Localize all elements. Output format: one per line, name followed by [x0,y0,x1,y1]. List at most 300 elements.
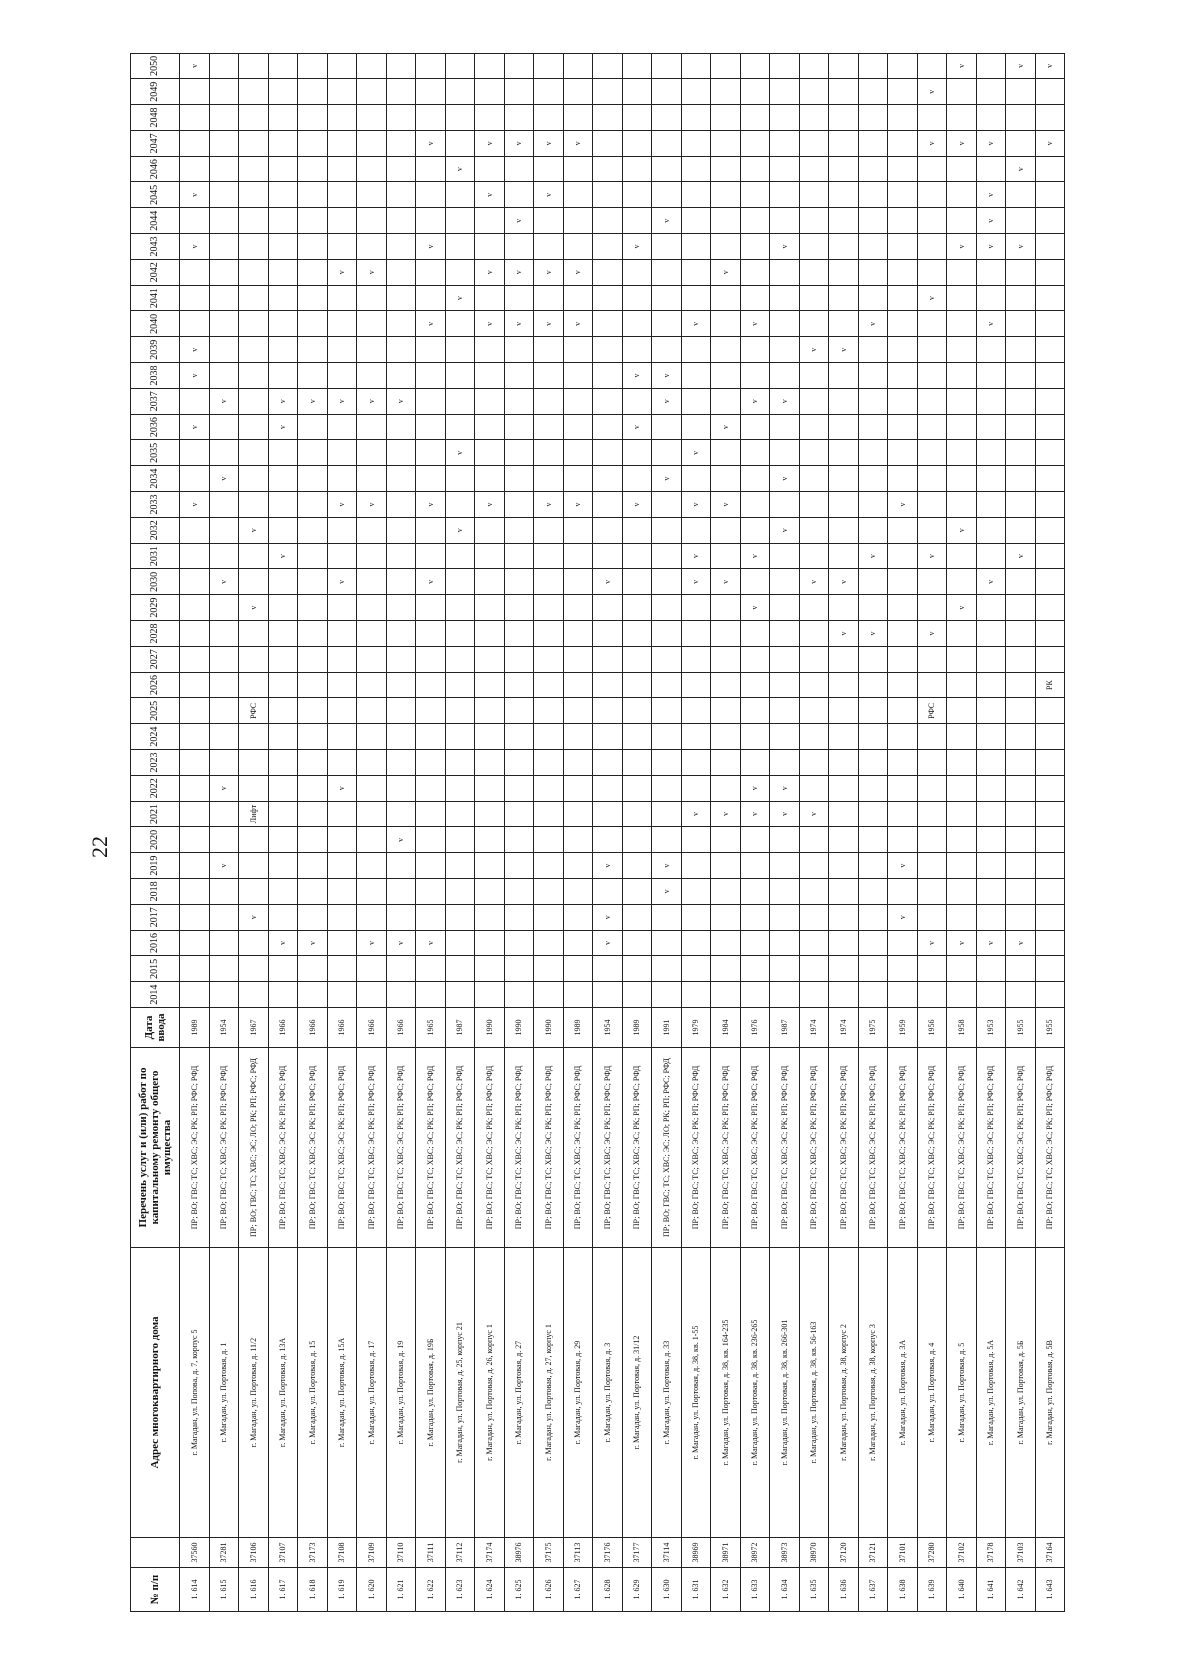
row-year-cell [652,414,682,440]
row-year-cell [799,982,829,1008]
row-year-cell [622,956,652,982]
row-year-cell [386,853,416,879]
row-year-cell: v [593,569,623,595]
row-year-cell [357,595,387,621]
row-year-cell [858,930,888,956]
row-year-cell [327,879,357,905]
row-year-cell [917,956,947,982]
row-commission-date: 1989 [180,1008,210,1048]
row-year-cell [475,79,505,105]
row-year-cell [917,440,947,466]
row-year-cell: v [357,930,387,956]
row-year-cell [1006,311,1036,337]
row-year-cell [1006,595,1036,621]
row-year-cell [239,750,269,776]
row-year-cell: v [268,930,298,956]
row-year-cell [740,853,770,879]
row-year-cell [209,543,239,569]
row-year-cell [327,517,357,543]
row-year-cell [829,879,859,905]
header-year: 2041 [131,285,180,311]
row-year-cell [770,414,800,440]
row-year-cell [209,79,239,105]
row-year-cell [681,337,711,363]
row-year-cell [681,698,711,724]
row-year-cell: v [563,259,593,285]
row-year-cell [180,466,210,492]
row-year-cell [622,388,652,414]
row-year-cell [1006,801,1036,827]
row-year-cell [563,904,593,930]
row-year-cell [711,646,741,672]
row-year-cell [858,698,888,724]
row-year-cell [1035,724,1065,750]
row-year-cell [327,904,357,930]
row-year-cell: v [445,440,475,466]
row-year-cell [1035,492,1065,518]
row-year-cell [652,311,682,337]
row-year-cell [298,363,328,389]
row-year-cell [770,182,800,208]
row-year-cell [298,827,328,853]
row-year-cell [534,440,564,466]
header-year: 2044 [131,208,180,234]
row-year-cell [534,827,564,853]
row-year-cell [239,492,269,518]
row-year-cell [829,801,859,827]
row-year-cell: v [976,930,1006,956]
row-year-cell: v [268,388,298,414]
row-year-cell [563,517,593,543]
row-number: 1. 637 [858,1568,888,1612]
row-year-cell [799,234,829,260]
row-year-cell [268,698,298,724]
row-year-cell [563,569,593,595]
row-year-cell [534,105,564,131]
row-year-cell [652,337,682,363]
row-year-cell [239,440,269,466]
row-year-cell [593,182,623,208]
row-year-cell: Лифт [239,801,269,827]
row-year-cell [504,543,534,569]
row-year-cell [681,259,711,285]
row-number: 1. 634 [770,1568,800,1612]
row-year-cell [976,956,1006,982]
row-year-cell [180,698,210,724]
row-year-cell [534,956,564,982]
row-year-cell [416,750,446,776]
row-year-cell [416,724,446,750]
row-year-cell [504,879,534,905]
row-year-cell [1035,956,1065,982]
row-year-cell [504,388,534,414]
row-year-cell [268,234,298,260]
row-year-cell [711,982,741,1008]
row-year-cell [681,775,711,801]
row-year-cell [829,285,859,311]
row-year-cell [770,285,800,311]
row-address: г. Магадан, ул. Портовая, д. 1 [209,1248,239,1538]
row-year-cell [947,156,977,182]
row-year-cell [1035,440,1065,466]
row-year-cell [681,182,711,208]
row-building-id: 37111 [416,1538,446,1568]
page-number: 22 [87,836,112,858]
row-year-cell [445,595,475,621]
row-year-cell [416,182,446,208]
row-year-cell [180,982,210,1008]
row-year-cell [268,853,298,879]
row-year-cell [445,53,475,79]
row-year-cell [858,337,888,363]
row-year-cell: v [416,930,446,956]
row-year-cell [180,904,210,930]
row-works-list: ПР; ВО; ГВС; ТС; ХВС; ЭС; РК; РП; РФС; РФД [1006,1048,1036,1248]
row-year-cell [770,363,800,389]
row-year-cell [917,646,947,672]
row-number: 1. 641 [976,1568,1006,1612]
table-row [858,53,888,1611]
row-commission-date: 1966 [327,1008,357,1048]
row-year-cell [976,982,1006,1008]
row-year-cell: v [652,208,682,234]
row-year-cell [829,105,859,131]
row-year-cell [858,156,888,182]
row-building-id: 38969 [681,1538,711,1568]
row-year-cell [180,930,210,956]
row-year-cell: v [770,388,800,414]
row-year-cell [534,672,564,698]
row-year-cell [298,208,328,234]
row-year-cell [1035,337,1065,363]
row-year-cell [504,363,534,389]
row-year-cell [298,53,328,79]
row-year-cell [681,388,711,414]
row-year-cell [298,672,328,698]
row-year-cell [711,621,741,647]
row-year-cell [799,930,829,956]
row-year-cell [534,775,564,801]
row-commission-date: 1966 [298,1008,328,1048]
row-year-cell: v [947,517,977,543]
row-address: г. Магадан, ул. Попова, д. 7, корпус 5 [180,1248,210,1538]
row-year-cell [622,517,652,543]
row-year-cell [357,440,387,466]
row-works-list: ПР; ВО; ГВС; ТС; ХВС; ЭС; РК; РП; РФС; РФД [180,1048,210,1248]
row-year-cell [858,440,888,466]
row-year-cell [327,182,357,208]
row-year-cell [445,569,475,595]
row-year-cell [799,440,829,466]
row-year-cell [593,311,623,337]
table-row [593,53,623,1611]
row-works-list: ПР; ВО; ГВС; ТС; ХВС; ЭС; РК; РП; РФС; РФД [711,1048,741,1248]
row-year-cell [504,698,534,724]
row-year-cell [386,904,416,930]
row-year-cell [386,182,416,208]
row-year-cell [504,646,534,672]
row-year-cell [445,363,475,389]
row-year-cell [770,672,800,698]
table-row [799,53,829,1611]
row-year-cell [858,182,888,208]
row-year-cell [504,285,534,311]
row-year-cell [888,724,918,750]
row-year-cell [593,621,623,647]
row-year-cell: v [888,853,918,879]
row-year-cell [445,801,475,827]
header-date: Дата ввода [131,1008,180,1048]
row-year-cell [711,182,741,208]
row-year-cell [888,517,918,543]
row-year-cell [711,904,741,930]
row-year-cell [829,853,859,879]
row-year-cell [888,956,918,982]
row-year-cell [829,982,859,1008]
row-year-cell [593,956,623,982]
row-year-cell [711,466,741,492]
row-year-cell [622,208,652,234]
row-address: г. Магадан, ул. Портовая, д. 4 [917,1248,947,1538]
row-year-cell [799,492,829,518]
row-commission-date: 1955 [1006,1008,1036,1048]
row-year-cell [209,156,239,182]
row-year-cell [888,543,918,569]
row-year-cell: v [445,285,475,311]
row-year-cell [799,259,829,285]
row-year-cell [416,853,446,879]
row-year-cell [563,956,593,982]
row-year-cell [622,698,652,724]
row-year-cell [209,337,239,363]
row-year-cell [947,337,977,363]
row-year-cell [563,724,593,750]
row-year-cell [268,750,298,776]
header-year: 2017 [131,904,180,930]
row-year-cell [1006,982,1036,1008]
row-year-cell [947,105,977,131]
row-year-cell: v [917,79,947,105]
row-year-cell [593,543,623,569]
table-header-row [131,53,180,1611]
row-year-cell [888,569,918,595]
row-year-cell [770,53,800,79]
row-number: 1. 630 [652,1568,682,1612]
row-year-cell [947,982,977,1008]
row-year-cell [209,956,239,982]
row-year-cell [416,466,446,492]
table-row [711,53,741,1611]
row-year-cell [1035,259,1065,285]
row-year-cell: v [770,801,800,827]
row-year-cell [327,672,357,698]
row-year-cell: v [740,801,770,827]
row-year-cell [681,414,711,440]
row-year-cell [1035,982,1065,1008]
row-year-cell: v [475,182,505,208]
row-year-cell [504,672,534,698]
row-year-cell [357,853,387,879]
row-number: 1. 643 [1035,1568,1065,1612]
row-year-cell [888,646,918,672]
row-year-cell [976,79,1006,105]
row-year-cell [386,879,416,905]
row-year-cell: v [681,440,711,466]
row-year-cell [445,388,475,414]
row-year-cell [829,517,859,543]
row-year-cell: v [711,259,741,285]
row-year-cell: v [445,517,475,543]
row-year-cell [947,827,977,853]
row-year-cell [917,363,947,389]
row-year-cell [563,388,593,414]
row-commission-date: 1965 [416,1008,446,1048]
row-year-cell [858,363,888,389]
row-year-cell [799,775,829,801]
row-year-cell [770,904,800,930]
row-year-cell [268,672,298,698]
row-year-cell [1035,646,1065,672]
row-year-cell: v [1006,543,1036,569]
row-year-cell [681,879,711,905]
row-year-cell [386,646,416,672]
row-year-cell [593,750,623,776]
row-number: 1. 621 [386,1568,416,1612]
row-year-cell [1035,698,1065,724]
row-year-cell [209,492,239,518]
row-address: г. Магадан, ул. Портовая, д. 5 [947,1248,977,1538]
row-year-cell: v [652,363,682,389]
row-year-cell [858,569,888,595]
row-year-cell [917,337,947,363]
row-year-cell [534,337,564,363]
row-year-cell [681,930,711,956]
row-year-cell [947,569,977,595]
row-year-cell [740,517,770,543]
row-year-cell [917,492,947,518]
row-year-cell [917,388,947,414]
row-year-cell [475,156,505,182]
row-year-cell [1006,517,1036,543]
row-year-cell [976,595,1006,621]
row-year-cell [652,775,682,801]
row-year-cell [947,904,977,930]
row-year-cell: v [475,259,505,285]
table-row [681,53,711,1611]
row-year-cell: v [534,259,564,285]
row-year-cell [681,79,711,105]
row-year-cell [622,156,652,182]
row-year-cell [209,621,239,647]
row-building-id: 37121 [858,1538,888,1568]
row-year-cell: v [711,569,741,595]
row-year-cell [180,569,210,595]
row-year-cell [740,182,770,208]
row-year-cell [622,904,652,930]
row-year-cell [622,105,652,131]
row-year-cell [1006,208,1036,234]
row-year-cell [268,130,298,156]
row-year-cell [298,105,328,131]
row-year-cell [976,698,1006,724]
row-address: г. Магадан, ул. Портовая, д. 26, корпус 1 [475,1248,505,1538]
row-year-cell [357,904,387,930]
row-year-cell [268,363,298,389]
row-year-cell [1035,930,1065,956]
row-address: г. Магадан, ул. Портовая, д. 19Б [416,1248,446,1538]
row-year-cell [268,982,298,1008]
row-year-cell [711,440,741,466]
row-year-cell [416,105,446,131]
row-year-cell [534,801,564,827]
row-year-cell [386,698,416,724]
row-commission-date: 1956 [917,1008,947,1048]
row-year-cell [563,853,593,879]
row-year-cell [534,724,564,750]
row-year-cell [416,414,446,440]
row-year-cell [652,105,682,131]
row-year-cell [770,621,800,647]
row-year-cell [445,466,475,492]
row-year-cell [829,956,859,982]
row-year-cell [888,595,918,621]
row-year-cell [239,105,269,131]
row-year-cell [1035,414,1065,440]
row-year-cell [416,79,446,105]
row-year-cell [209,53,239,79]
row-commission-date: 1990 [534,1008,564,1048]
row-year-cell [209,930,239,956]
row-year-cell [593,259,623,285]
row-year-cell [1035,750,1065,776]
row-year-cell [386,517,416,543]
row-year-cell [681,956,711,982]
row-year-cell: v [770,775,800,801]
row-year-cell [416,440,446,466]
row-year-cell [327,337,357,363]
row-works-list: ПР; ВО; ГВС; ТС; ХВС; ЭС; РК; РП; РФС; РФД [416,1048,446,1248]
row-year-cell [622,130,652,156]
row-year-cell [947,388,977,414]
row-year-cell: v [357,259,387,285]
row-year-cell [858,724,888,750]
table-row [1035,53,1065,1611]
header-year: 2047 [131,130,180,156]
row-address: г. Магадан, ул. Портовая, д. 38, кв. 266-301 [770,1248,800,1538]
row-year-cell [711,853,741,879]
row-year-cell: v [475,311,505,337]
row-year-cell [888,388,918,414]
row-year-cell [681,646,711,672]
row-year-cell [445,234,475,260]
row-year-cell [740,621,770,647]
row-building-id: 37110 [386,1538,416,1568]
row-year-cell [209,285,239,311]
row-year-cell [1006,724,1036,750]
row-address: г. Магадан, ул. Портовая, д. 11/2 [239,1248,269,1538]
row-address: г. Магадан, ул. Портовая, д. 38, корпус 2 [829,1248,859,1538]
row-year-cell [770,982,800,1008]
row-year-cell [1006,285,1036,311]
header-id [131,1538,180,1568]
row-year-cell [829,182,859,208]
row-year-cell [209,208,239,234]
row-address: г. Магадан, ул. Портовая, д. 27, корпус 1 [534,1248,564,1538]
row-year-cell [681,595,711,621]
row-year-cell [180,724,210,750]
table-row [445,53,475,1611]
row-year-cell [622,982,652,1008]
